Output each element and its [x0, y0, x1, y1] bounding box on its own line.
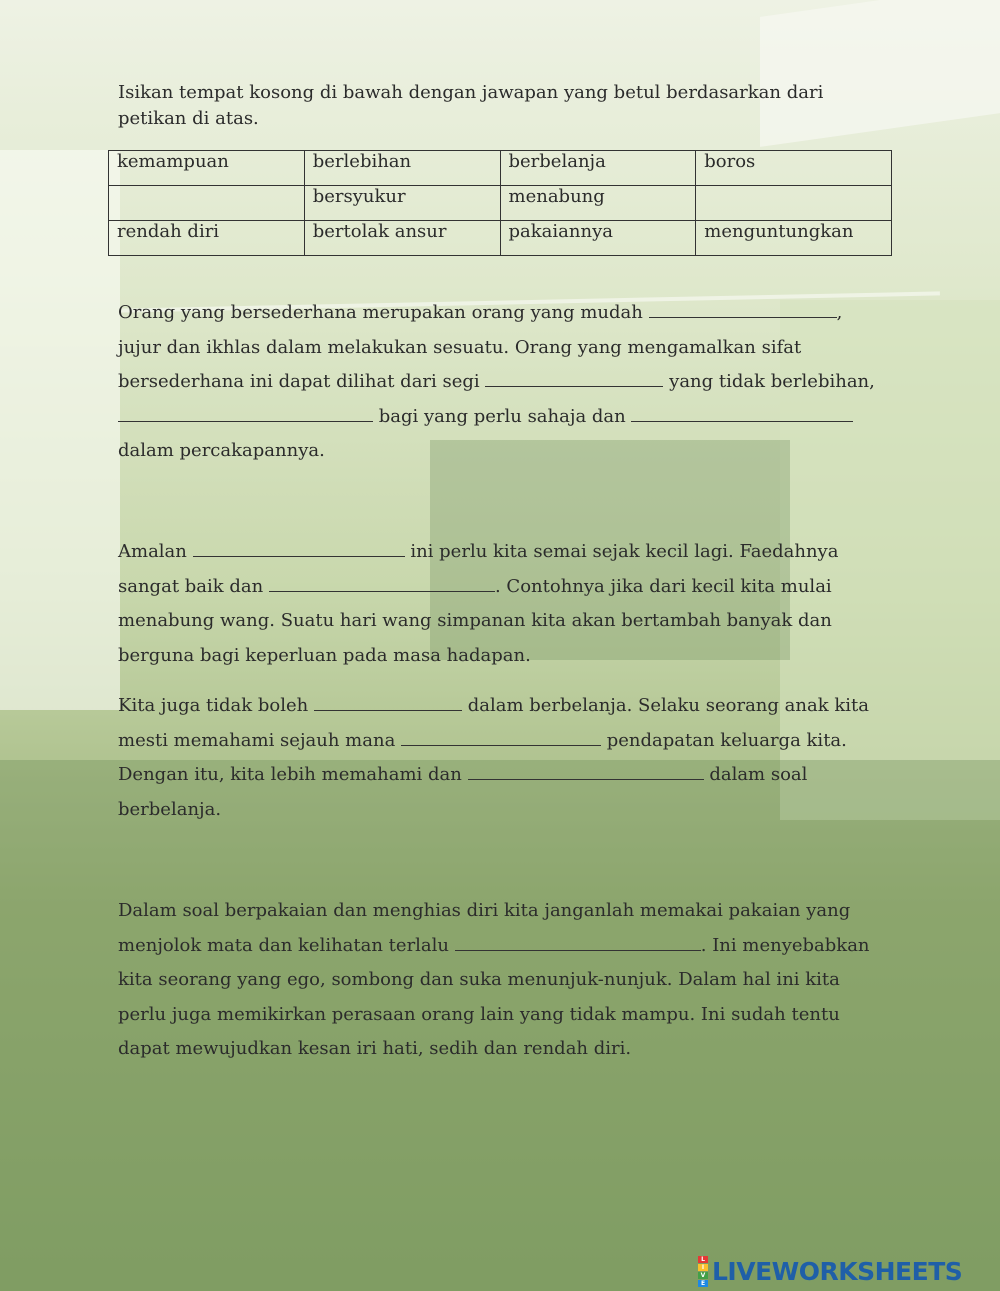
table-cell	[109, 186, 305, 221]
answer-blank-10[interactable]	[455, 932, 701, 951]
table-cell: berbelanja	[500, 151, 696, 186]
paragraph-3: Kita juga tidak boleh dalam berbelanja. Selaku seorang anak kita mesti memahami sejauh mana pendapatan keluarga kita. Dengan itu, kita lebih memahami dan dalam soal berbelanja.	[118, 689, 888, 827]
table-cell: berlebihan	[304, 151, 500, 186]
answer-blank-2[interactable]	[485, 368, 663, 387]
table-cell: rendah diri	[109, 221, 305, 256]
table-row	[109, 151, 892, 186]
table-cell: menabung	[500, 186, 696, 221]
table-cell: menguntungkan	[696, 221, 892, 256]
logo-text: LIVEWORKSHEETS	[712, 1256, 963, 1286]
paragraph-4: Dalam soal berpakaian dan menghias diri kita janganlah memakai pakaian yang menjolok mata dan kelihatan terlalu . Ini menyebabkan kita seorang yang ego, sombong dan suka menunjuk-nunjuk. Dalam hal ini kita perlu juga memikirkan perasaan orang lain yang tidak mampu. Ini sudah tentu dapat mewujudkan kesan iri hati, sedih dan rendah diri.	[118, 900, 870, 1059]
table-row	[109, 186, 892, 221]
answer-blank-5[interactable]	[193, 538, 405, 557]
answer-blank-6[interactable]	[269, 573, 495, 592]
word-bank-table	[108, 150, 892, 256]
instruction-text: Isikan tempat kosong di bawah dengan jawapan yang betul berdasarkan dari petikan di atas.	[118, 82, 824, 129]
liveworksheets-logo[interactable]	[698, 1256, 962, 1286]
table-cell: boros	[696, 151, 892, 186]
answer-blank-9[interactable]	[468, 761, 704, 780]
answer-blank-1[interactable]	[649, 299, 837, 318]
table-cell: kemampuan	[109, 151, 305, 186]
paragraph-2: Amalan ini perlu kita semai sejak kecil lagi. Faedahnya sangat baik dan . Contohnya jika dari kecil kita mulai menabung wang. Suatu hari wang simpanan kita akan bertambah banyak dan berguna bagi keperluan pada masa hadapan.	[118, 535, 888, 673]
answer-blank-3[interactable]	[118, 403, 373, 422]
logo-icon: L I V E	[698, 1256, 708, 1287]
answer-blank-8[interactable]	[401, 727, 601, 746]
table-cell: pakaiannya	[500, 221, 696, 256]
table-cell: bersyukur	[304, 186, 500, 221]
paragraph-1: Orang yang bersederhana merupakan orang yang mudah , jujur dan ikhlas dalam melakukan sesuatu. Orang yang mengamalkan sifat bersederhana ini dapat dilihat dari segi yang tidak berlebihan, bagi yang perlu sahaja dan dalam percakapannya.	[118, 296, 888, 469]
answer-blank-7[interactable]	[314, 692, 462, 711]
table-row	[109, 221, 892, 256]
table-cell	[696, 186, 892, 221]
table-cell: bertolak ansur	[304, 221, 500, 256]
answer-blank-4[interactable]	[631, 403, 853, 422]
